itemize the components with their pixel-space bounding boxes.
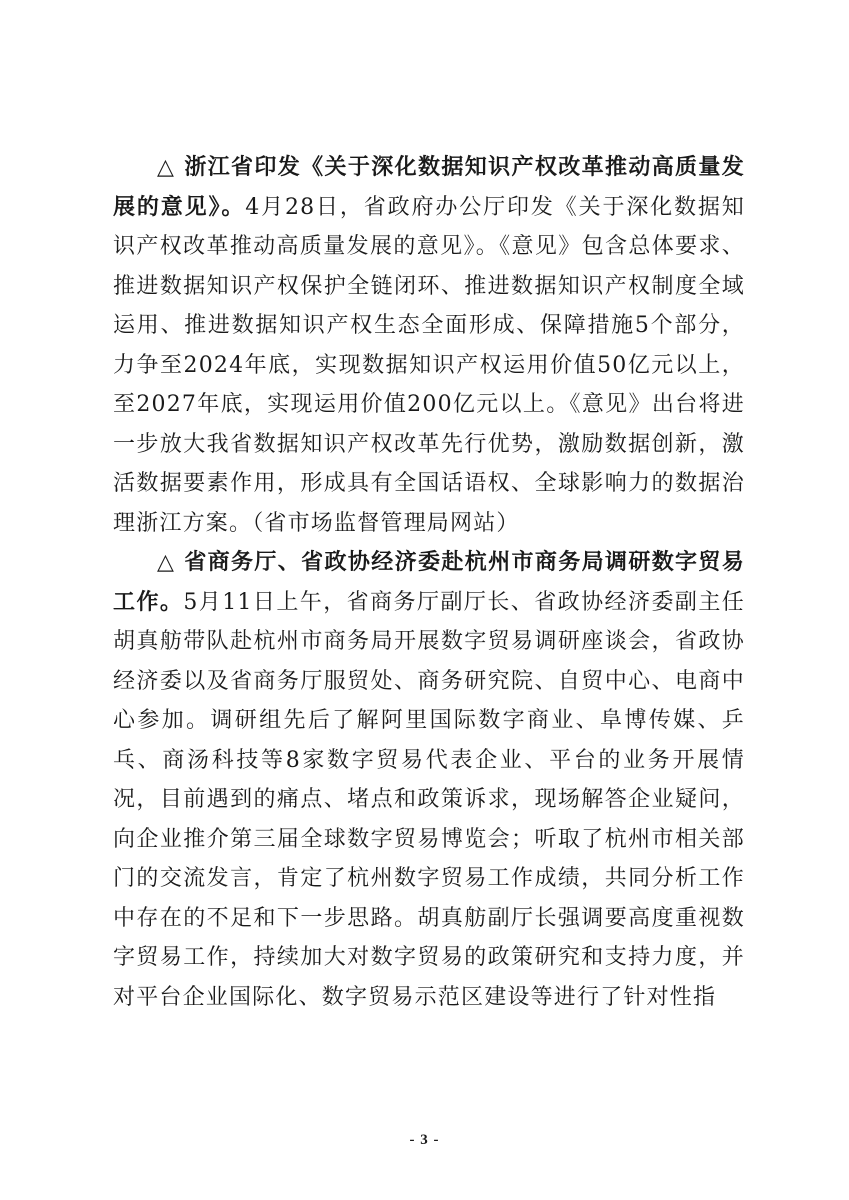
news-item-heading: △ 省商务厅、省政协经济委赴杭州市商务局调研数字贸易工作。 xyxy=(113,550,745,615)
document-body xyxy=(113,148,745,1017)
news-item-digital-trade-research xyxy=(113,543,745,1017)
news-item-heading: △ 浙江省印发《关于深化数据知识产权改革推动高质量发展的意见》。 xyxy=(113,155,745,220)
news-item-body: 5月11日上午，省商务厅副厅长、省政协经济委副主任胡真舫带队赴杭州市商务局开展数字贸易调研座谈会，省政协经济委以及省商务厅服贸处、商务研究院、自贸中心、电商中心参加。调研组先后了解阿里国际数字商业、阜博传媒、乒乓、商汤科技等8家数字贸易代表企业、平台的业务开展情况，目前遇到的痛点、堵点和政策诉求，现场解答企业疑问，向企业推介第三届全球数字贸易博览会；听取了杭州市相关部门的交流发言，肯定了杭州数字贸易工作成绩，共同分析工作中存在的不足和下一步思路。胡真舫副厅长强调要高度重视数字贸易工作，持续加大对数字贸易的政策研究和支持力度，并对平台企业国际化、数字贸易示范区建设等进行了针对性指 xyxy=(113,589,745,1010)
news-item-data-ip-reform xyxy=(113,148,745,543)
news-item-body: 4月28日，省政府办公厅印发《关于深化数据知识产权改革推动高质量发展的意见》。《意见》包含总体要求、推进数据知识产权保护全链闭环、推进数据知识产权制度全域运用、推进数据知识产权生态全面形成、保障措施5个部分，力争至2024年底，实现数据知识产权运用价值50亿元以上，至2027年底，实现运用价值200亿元以上。《意见》出台将进一步放大我省数据知识产权改革先行优势，激励数据创新，激活数据要素作用，形成具有全国话语权、全球影响力的数据治理浙江方案。（省市场监督管理局网站） xyxy=(113,194,745,536)
page-number: - 3 - xyxy=(409,1132,440,1148)
